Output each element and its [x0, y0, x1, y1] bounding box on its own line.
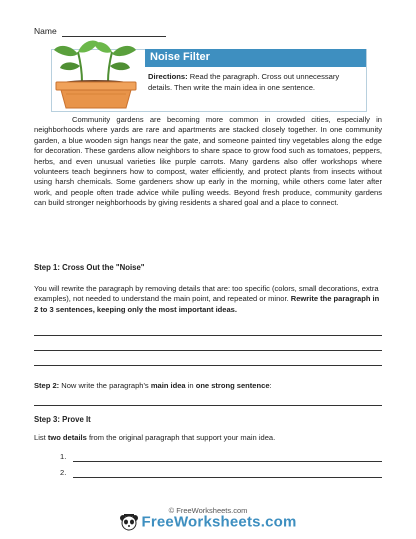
step2-text-a: Now write the paragraph's	[59, 381, 151, 390]
step3-bold-a: two details	[47, 433, 87, 442]
name-label: Name	[34, 26, 57, 36]
main-idea-line[interactable]	[34, 405, 382, 406]
directions-text: Read the paragraph. Cross out unnecessary details. Then write the main idea in one sentence.	[148, 72, 340, 92]
step2-instructions	[34, 381, 272, 390]
reading-paragraph: Community gardens are becoming more common in crowded cities, especially in neighborhoods where yards are rare and apartments are stacked closely together. In one community garden, a blue wooden sign hangs near the gate, and someone painted tiny vegetables along the edge for decoration. These gardens allow neighbors to share space to grow food such as tomatoes, peppers, herbs, and even unusual varieties like purple carrots. Many gardens also offer workshops where volunteers teach beginners how to compost, water efficiently, and protect plants from insects without using harsh chemicals. Some gardeners show up early in the morning, while others come later after work, and people often trade advice while pulling weeds. Beyond fresh produce, community gardens can build stronger neighborhoods by giving residents a shared goal and a place to connect.	[34, 115, 382, 208]
footer-logo-text: FreeWorksheets.com	[141, 513, 297, 531]
directions	[148, 72, 362, 93]
step1-bold-text: Rewrite the paragraph in 2 to 3 sentences, keeping only the most important ideas.	[34, 294, 380, 314]
step1-heading: Step 1: Cross Out the "Noise"	[34, 263, 145, 272]
footer-logo	[0, 513, 416, 531]
step2-text-c: :	[269, 381, 272, 390]
detail-number: 2.	[60, 468, 67, 477]
step3-text-b: from the original paragraph that support your main idea.	[86, 433, 276, 442]
detail-line[interactable]	[73, 461, 382, 462]
step2-text-b: in	[185, 381, 196, 390]
step2-label: Step 2:	[34, 381, 60, 390]
step3-heading: Step 3: Prove It	[34, 415, 91, 424]
detail-line[interactable]	[73, 477, 382, 478]
step2-bold-b: one strong sentence	[195, 381, 270, 390]
detail-number: 1.	[60, 452, 67, 461]
plant-pot-icon	[48, 36, 144, 114]
answer-line[interactable]	[34, 335, 382, 336]
answer-line[interactable]	[34, 350, 382, 351]
step1-text: You will rewrite the paragraph by removing details that are: too specific (colors, small decorations, extra examples), not needed to understand the main point, and repeated or minor.	[34, 284, 379, 304]
step2-bold-a: main idea	[150, 381, 186, 390]
panda-icon	[119, 513, 139, 531]
footer-copyright: © FreeWorksheets.com	[168, 506, 248, 515]
directions-label: Directions:	[148, 72, 188, 81]
worksheet-title: Noise Filter	[150, 51, 210, 63]
step3-text-a: List	[34, 433, 48, 442]
answer-line[interactable]	[34, 365, 382, 366]
step3-instructions	[34, 433, 275, 442]
step1-instructions	[34, 284, 382, 315]
